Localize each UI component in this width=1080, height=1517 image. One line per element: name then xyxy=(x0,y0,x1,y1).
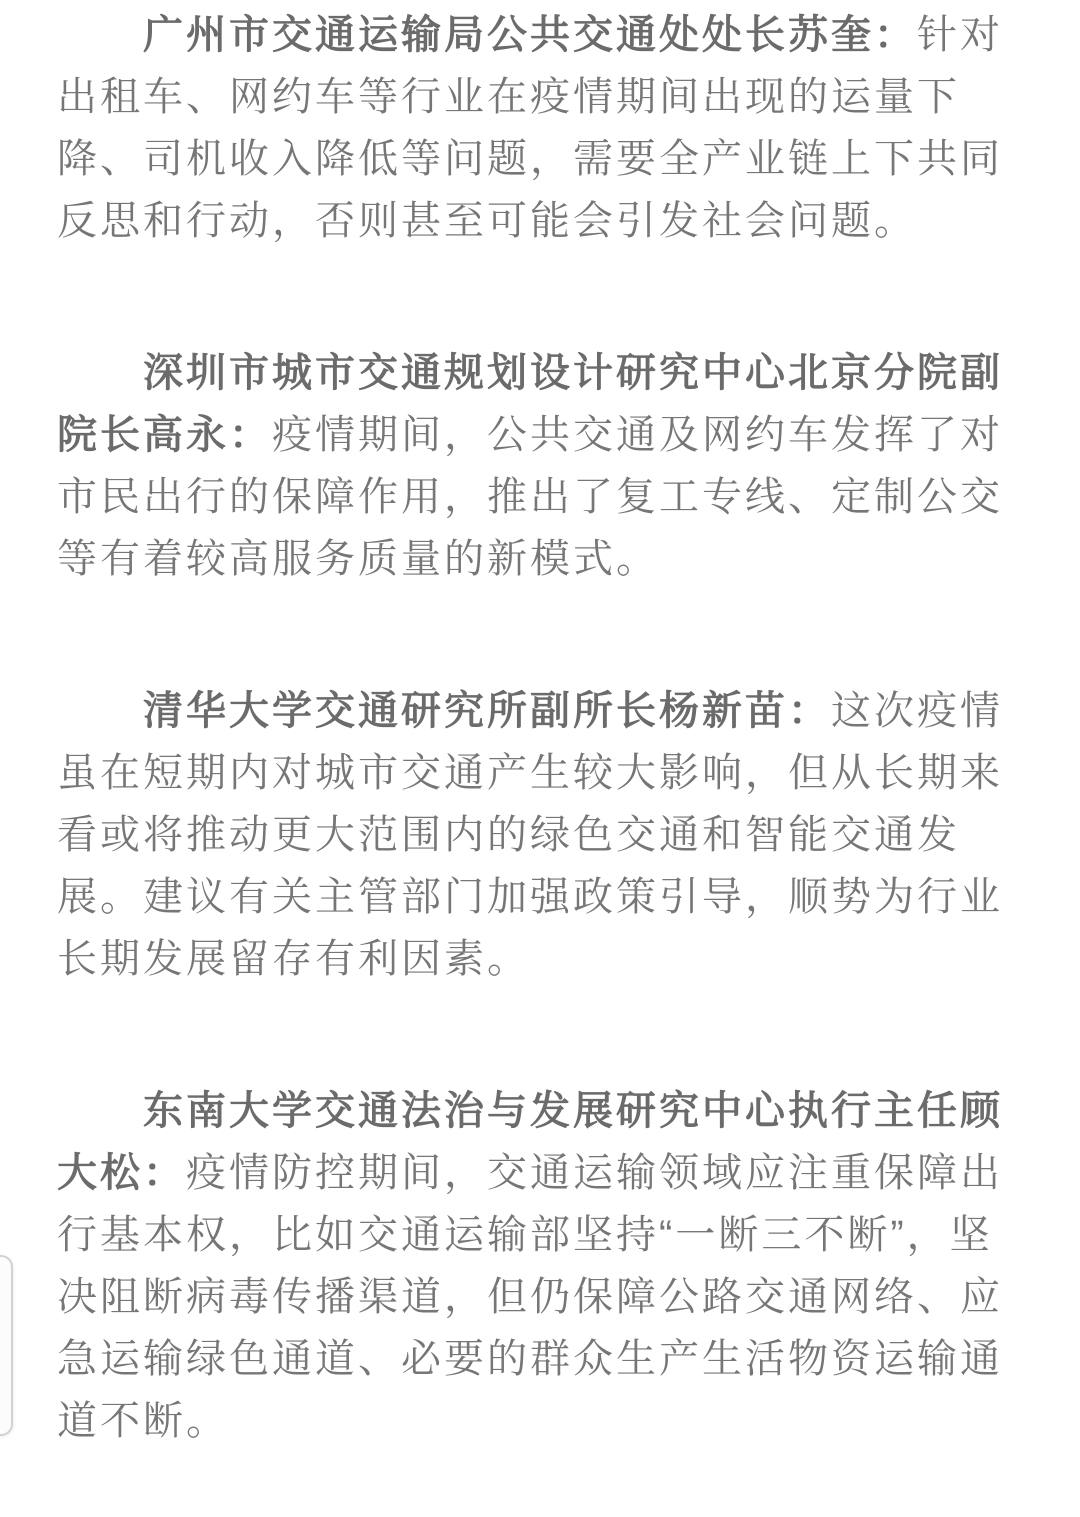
speaker-statement: 疫情期间，公共交通及网约车发挥了对市民出行的保障作用，推出了复工专线、定制公交等有着较高服务质量的新模式。 xyxy=(57,413,1003,581)
speaker-name: 东南大学交通法治与发展研究中心执行主任顾大松： xyxy=(57,1089,1003,1195)
speaker-name: 清华大学交通研究所副所长杨新苗： xyxy=(143,689,831,733)
speaker-statement: 这次疫情虽在短期内对城市交通产生较大影响，但从长期来看或将推动更大范围内的绿色交通和智能交通发展。建议有关主管部门加强政策引导，顺势为行业长期发展留存有利因素。 xyxy=(57,689,1003,981)
speaker-name: 深圳市城市交通规划设计研究中心北京分院副院长高永： xyxy=(57,351,1003,457)
speaker-name: 广州市交通运输局公共交通处处长苏奎： xyxy=(143,13,917,57)
quote-paragraph xyxy=(57,342,1020,590)
speaker-statement: 疫情防控期间，交通运输领域应注重保障出行基本权，比如交通运输部坚持“一断三不断”，坚决阻断病毒传播渠道，但仍保障公路交通网络、应急运输绿色通道、必要的群众生产生活物资运输通道不断。 xyxy=(57,1151,1003,1443)
floating-panel-handle[interactable] xyxy=(0,1255,13,1436)
quote-paragraph xyxy=(57,680,1020,990)
quote-paragraph xyxy=(57,1080,1020,1452)
speaker-statement: 针对出租车、网约车等行业在疫情期间出现的运量下降、司机收入降低等问题，需要全产业链上下共同反思和行动，否则甚至可能会引发社会问题。 xyxy=(57,13,1003,243)
quote-paragraph xyxy=(57,4,1020,252)
